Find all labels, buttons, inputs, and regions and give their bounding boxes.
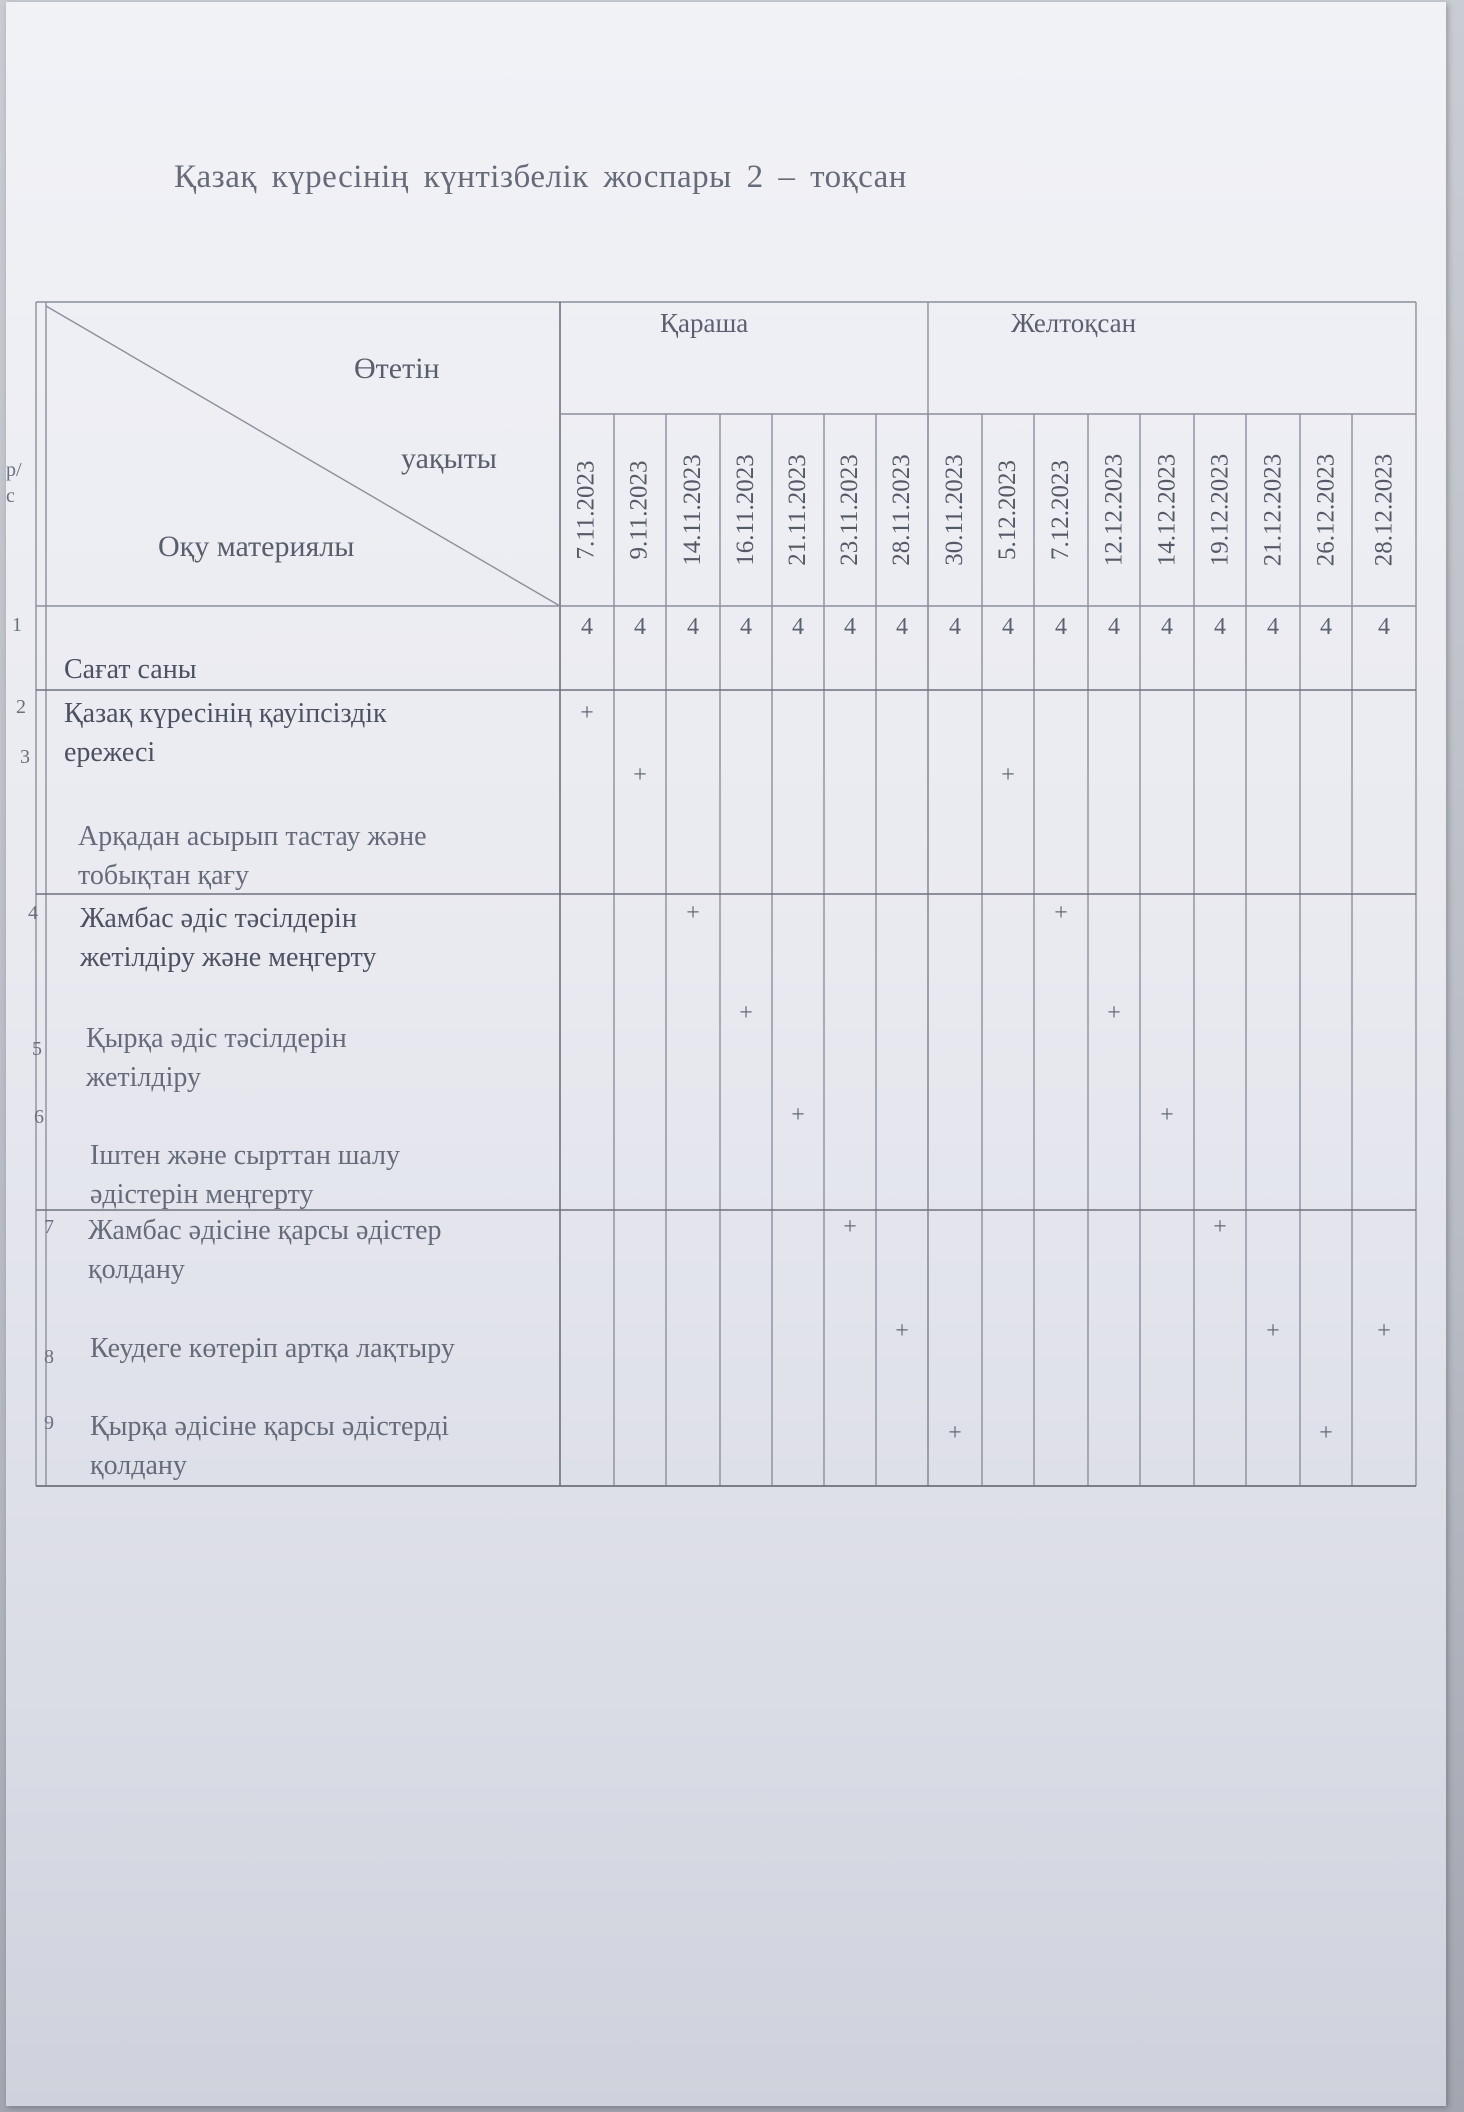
date-header-cell [990,430,1026,590]
hours-value: 4 [1320,614,1332,640]
date-header-cell [832,430,868,590]
row-number-header [6,457,22,509]
material-line: жетілдіру және меңгерту [80,942,377,973]
schedule-mark: + [739,1000,753,1026]
date-label: 14.12.2023 [1153,453,1180,567]
schedule-mark: + [1319,1420,1333,1446]
material-row [80,899,376,977]
hours-value: 4 [1214,614,1226,640]
hours-value: 4 [792,614,804,640]
date-header-cell [1255,430,1291,590]
material-row [90,1407,449,1485]
material-line: жетілдіру [86,1062,202,1093]
material-line: Жамбас әдіс тәсілдерін [80,903,357,934]
hours-value: 4 [1108,614,1120,640]
date-label: 19.12.2023 [1206,453,1233,567]
material-line: Қазақ күресінің қауіпсіздік [64,698,387,729]
material-row [86,1019,347,1097]
hours-value: 4 [1161,614,1173,640]
calendar-plan-table [6,2,1446,1502]
date-label: 30.11.2023 [941,454,969,566]
document-page [6,2,1446,2106]
schedule-mark: + [843,1214,857,1240]
date-label: 7.11.2023 [573,460,601,560]
date-header-cell [622,430,658,590]
date-header-cell [675,430,711,590]
date-label: 21.11.2023 [784,454,812,566]
date-header-cell [780,430,816,590]
hours-value: 4 [949,614,961,640]
date-header-cell [1202,430,1238,590]
material-line: Жамбас әдісіне қарсы әдістер [88,1215,442,1246]
row-number: 5 [32,1038,42,1060]
schedule-mark: + [1107,1000,1121,1026]
header-bottom-left-label: Оқу материялы [158,530,355,563]
row-number: 6 [34,1106,44,1128]
row-number: 8 [44,1346,54,1368]
row-number: 4 [28,902,38,924]
material-row [90,1136,400,1214]
date-header-cell [728,430,764,590]
schedule-mark: + [1054,900,1068,926]
material-line: әдістерін меңгерту [90,1179,314,1210]
date-header-cell [1366,430,1402,590]
schedule-mark: + [1160,1102,1174,1128]
material-row [64,694,387,772]
schedule-mark: + [1266,1318,1280,1344]
schedule-mark: + [1377,1318,1391,1344]
date-header-cell [937,430,973,590]
date-header-cell [1149,430,1185,590]
row-number: 3 [20,746,30,768]
material-line: Қырқа әдіс тәсілдерін [86,1023,347,1054]
date-label: 12.12.2023 [1100,453,1127,567]
material-line: Қырқа әдісіне қарсы әдістерді [90,1411,450,1442]
date-header-cell [1096,430,1132,590]
date-label: 28.11.2023 [888,454,916,566]
material-row [88,1211,442,1289]
schedule-mark: + [791,1102,805,1128]
material-row [90,1329,455,1368]
date-label: 16.11.2023 [732,454,760,566]
hours-value: 4 [1267,614,1279,640]
row-number: 1 [12,614,22,636]
month-december: Желтоқсан [1011,308,1137,338]
date-header-cell [1043,430,1079,590]
date-label: 21.12.2023 [1259,453,1286,567]
hours-value: 4 [896,614,908,640]
material-line: қолдану [90,1450,187,1481]
hours-value: 4 [634,614,646,640]
material-line: тобықтан қағу [78,860,250,891]
hours-value: 4 [1055,614,1067,640]
date-label: 26.12.2023 [1312,453,1339,567]
hours-value: 4 [1378,614,1390,640]
hours-value: 4 [844,614,856,640]
hours-row-label: Сағат саны [64,654,197,685]
row-number: 7 [44,1216,54,1238]
material-row [78,817,427,895]
date-header-cell [884,430,920,590]
hours-value: 4 [581,614,593,640]
material-line: Кеудеге көтеріп артқа лақтыру [90,1333,455,1364]
date-header-cell [569,430,605,590]
schedule-mark: + [895,1318,909,1344]
date-label: 5.12.2023 [994,460,1021,560]
hours-value: 4 [687,614,699,640]
schedule-mark: + [686,900,700,926]
row-number-header-text: р/с [6,459,22,507]
hours-value: 4 [1002,614,1014,640]
schedule-mark: + [948,1420,962,1446]
date-label: 9.11.2023 [626,460,654,560]
material-line: Арқадан асырып тастау және [78,821,427,852]
document-title: Қазақ күресінің күнтізбелік жоспары 2 – тоқсан [174,159,907,195]
hours-value: 4 [740,614,752,640]
date-header-cell [1308,430,1344,590]
row-number: 9 [44,1412,54,1434]
material-line: ережесі [64,737,156,768]
header-middle-label: уақыты [401,442,497,475]
date-label: 28.12.2023 [1370,453,1397,567]
row-number: 2 [16,696,26,718]
schedule-mark: + [580,700,594,726]
date-label: 14.11.2023 [679,454,707,566]
month-november: Қараша [660,308,749,338]
schedule-mark: + [1213,1214,1227,1240]
date-label: 7.12.2023 [1047,460,1074,560]
schedule-mark: + [1001,762,1015,788]
material-line: қолдану [88,1254,185,1285]
header-top-right-label: Өтетін [354,352,440,385]
schedule-mark: + [633,762,647,788]
material-line: Іштен және сырттан шалу [90,1140,401,1171]
date-label: 23.11.2023 [836,454,864,566]
